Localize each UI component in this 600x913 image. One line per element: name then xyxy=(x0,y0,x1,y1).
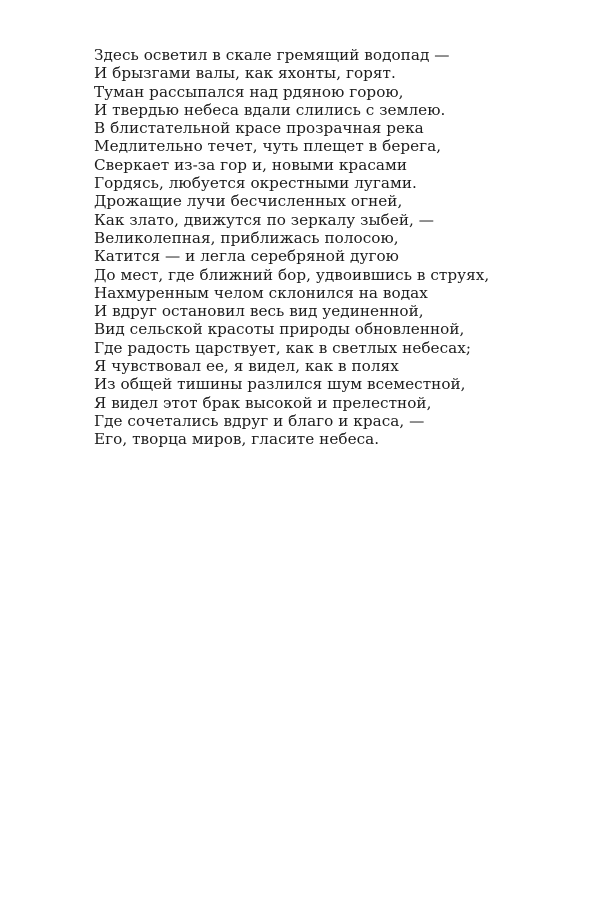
poem-line: Сверкает из-за гор и, новыми красами xyxy=(94,155,408,174)
poem-line: И брызгами валы, как яхонты, горят. xyxy=(94,64,396,83)
poem-line: Гордясь, любуется окрестными лугами. xyxy=(94,174,417,193)
poem-line: Как злато, движутся по зеркалу зыбей, — xyxy=(94,210,435,229)
poem-line: Где радость царствует, как в светлых небесах; xyxy=(94,338,472,357)
poem-line: Вид сельской красоты природы обновленной, xyxy=(94,320,465,339)
poem-line: Великолепная, приближась полосою, xyxy=(94,228,399,247)
poem-line: Я видел этот брак высокой и прелестной, xyxy=(94,393,432,412)
poem-line: В блистательной красе прозрачная река xyxy=(94,119,424,138)
poem-line: Я чувствовал ее, я видел, как в полях xyxy=(94,357,399,376)
poem-text xyxy=(94,46,564,449)
poem-line: Дрожащие лучи бесчисленных огней, xyxy=(94,192,403,211)
poem-line: До мест, где ближний бор, удвоившись в струях, xyxy=(94,265,490,284)
poem-line: Туман рассыпался над рдяною горою, xyxy=(94,82,404,101)
poem-line: И вдруг остановил весь вид уединенной, xyxy=(94,302,424,321)
poem-line: Из общей тишины разлился шум всеместной, xyxy=(94,375,466,394)
poem-line: Его, творца миров, гласите небеса. xyxy=(94,430,380,449)
poem-line: Катится — и легла серебряной дугою xyxy=(94,247,399,266)
poem-line: Здесь осветил в скале гремящий водопад — xyxy=(94,46,450,64)
poem-line: Медлительно течет, чуть плещет в берега, xyxy=(94,137,442,156)
poem-line: Нахмуренным челом склонился на водах xyxy=(94,283,428,302)
poem-line: И твердью небеса вдали слились с землею. xyxy=(94,100,446,119)
poem-line: Где сочетались вдруг и благо и краса, — xyxy=(94,411,425,430)
